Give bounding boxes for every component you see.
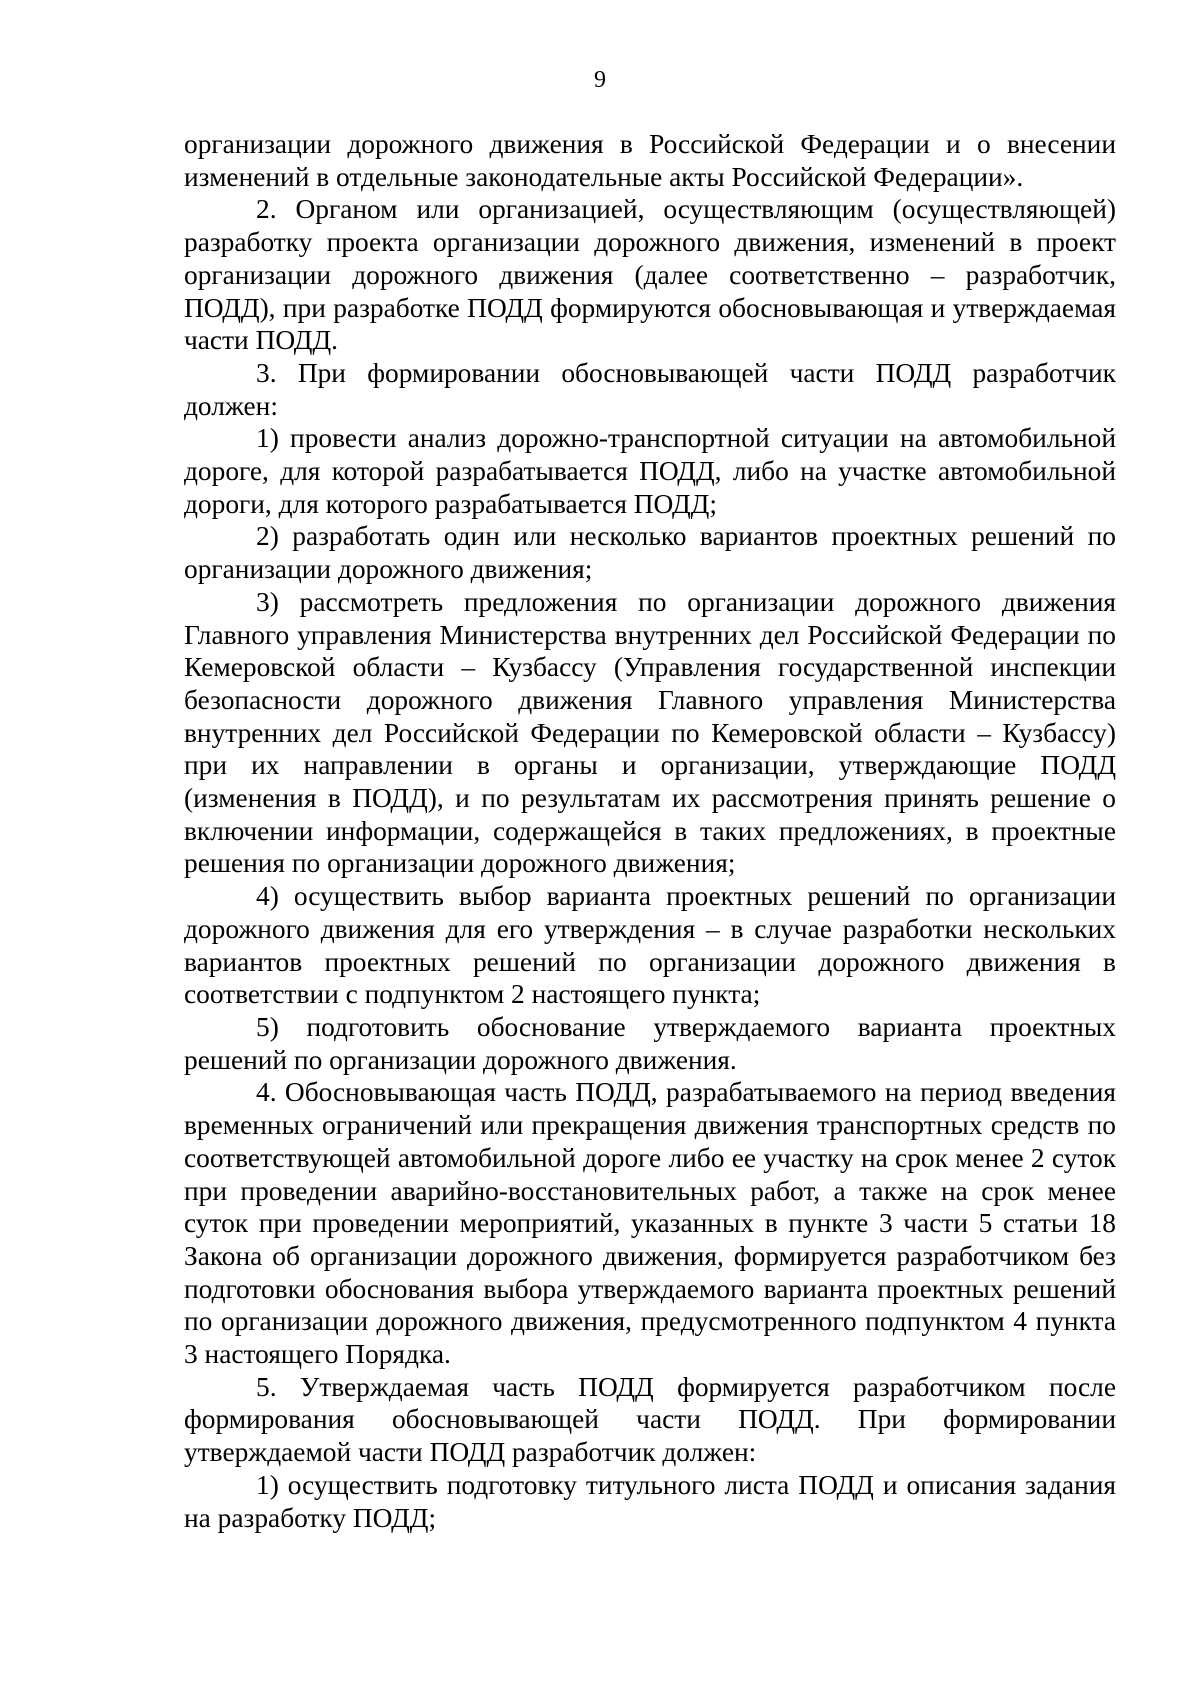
- subitem-3-3: 3) рассмотреть предложения по организации дорожного движения Главного управления Министерства внутренних дел Российской Федерации по Кемеровской области – Кузбассу (Управления государственной инспекции безопасности дорожного движения Главного управления Министерства внутренних дел Российской Федерации по Кемеровской области – Кузбассу) при их направлении в органы и организации, утверждающие ПОДД (изменения в ПОДД), и по результатам их рассмотрения принять решение о включении информации, содержащейся в таких предложениях, в проектные решения по организации дорожного движения;: [184, 586, 1116, 879]
- subitem-3-4: 4) осуществить выбор варианта проектных решений по организации дорожного движения для его утверждения – в случае разработки нескольких вариантов проектных решений по организации дорожного движения в соответствии с подпунктом 2 настоящего пункта;: [184, 881, 1116, 1010]
- paragraph-item-2: 2. Органом или организацией, осуществляющим (осуществляющей) разработку проекта организации дорожного движения, изменений в проект организации дорожного движения (далее соответственно – разработчик, ПОДД), при разработке ПОДД формируются обосновывающая и утверждаемая части ПОДД.: [184, 194, 1116, 356]
- subitem-3-2: 2) разработать один или несколько вариантов проектных решений по организации дорожного движения;: [184, 521, 1116, 585]
- page-number: 9: [594, 67, 606, 93]
- document-body: [184, 128, 1116, 1534]
- paragraph-item-5: 5. Утверждаемая часть ПОДД формируется разработчиком после формирования обосновывающей части ПОДД. При формировании утверждаемой части ПОДД разработчик должен:: [184, 1371, 1116, 1468]
- paragraph-item-4: 4. Обосновывающая часть ПОДД, разрабатываемого на период введения временных ограничений или прекращения движения транспортных средств по соответствующей автомобильной дороге либо ее участку на срок менее 2 суток при проведении аварийно-восстановительных работ, а также на срок менее суток при проведении мероприятий, указанных в пункте 3 части 5 статьи 18 Закона об организации дорожного движения, формируется разработчиком без подготовки обоснования выбора утверждаемого варианта проектных решений по организации дорожного движения, предусмотренного подпунктом 4 пункта 3 настоящего Порядка.: [184, 1077, 1116, 1370]
- subitem-3-1: 1) провести анализ дорожно-транспортной ситуации на автомобильной дороге, для которой разрабатывается ПОДД, либо на участке автомобильной дороги, для которого разрабатывается ПОДД;: [184, 423, 1116, 519]
- paragraph-item-3: 3. При формировании обосновывающей части ПОДД разработчик должен:: [184, 357, 1116, 421]
- paragraph-continuation: организации дорожного движения в Российской Федерации и о внесении изменений в отдельные законодательные акты Российской Федерации».: [184, 129, 1116, 192]
- subitem-3-5: 5) подготовить обоснование утверждаемого варианта проектных решений по организации дорожного движения.: [184, 1011, 1116, 1075]
- subitem-5-1: 1) осуществить подготовку титульного листа ПОДД и описания задания на разработку ПОДД;: [184, 1469, 1116, 1533]
